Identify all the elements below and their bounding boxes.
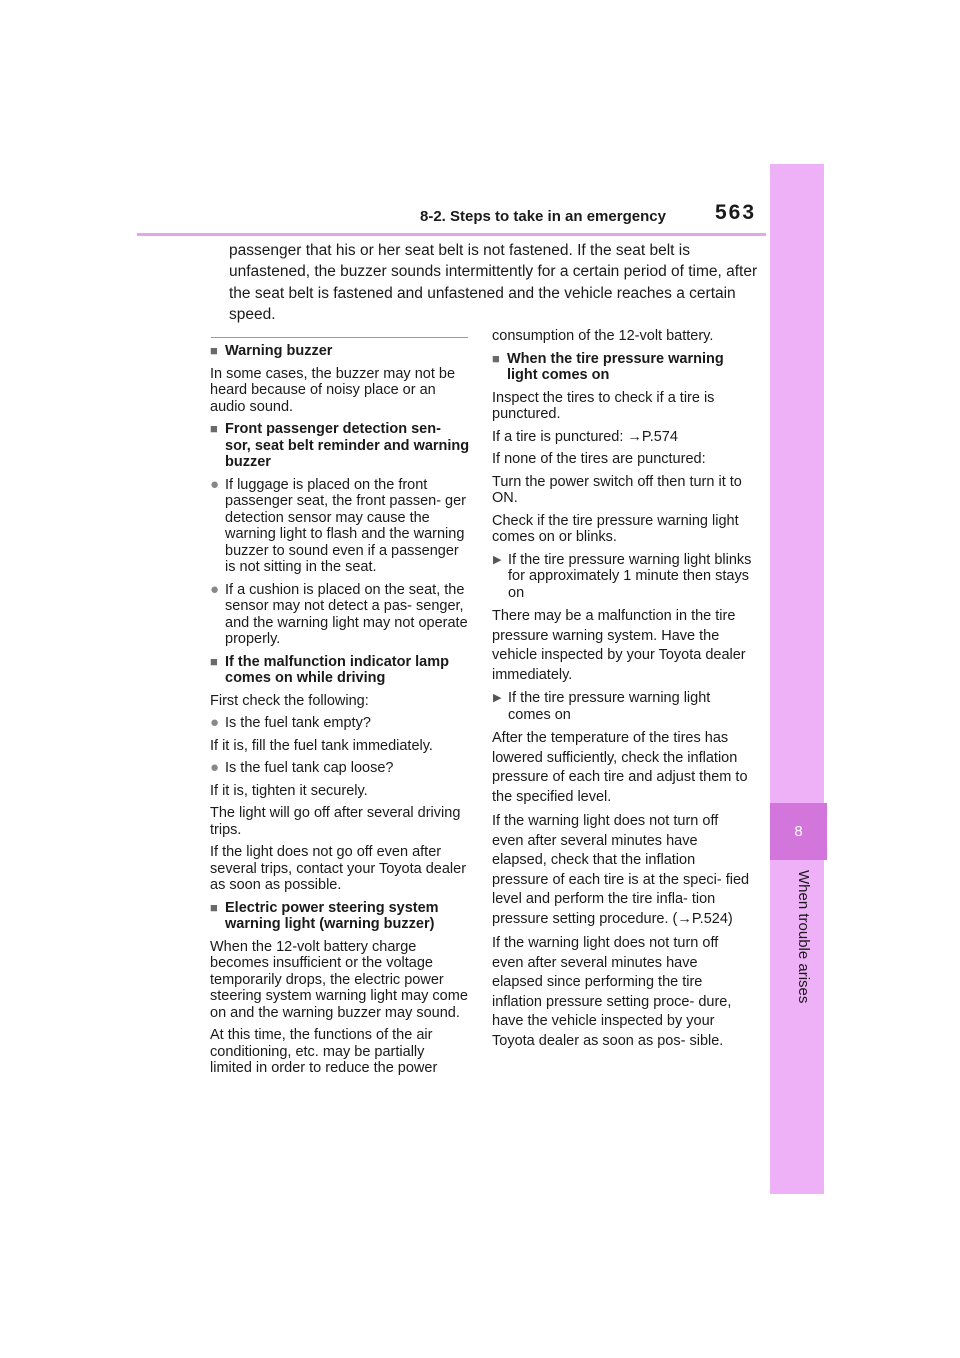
- list-item: [210, 760, 470, 777]
- section-heading: [492, 351, 752, 384]
- side-tab: [770, 164, 824, 1194]
- heading-text: Front passenger detection sen- sor, seat belt reminder and warning buzzer: [225, 421, 470, 470]
- intro-text: passenger that his or her seat belt is not fastened. If the seat belt is unfastened, the buzzer sounds intermittently for a certain period of time, after the seat belt is fastened and unfastened and the vehicle reaches a certain speed.: [229, 242, 758, 323]
- list-item: [210, 715, 470, 732]
- chapter-title: When trouble arises: [795, 870, 812, 1004]
- paragraph: At this time, the functions of the air conditioning, etc. may be partially limited in order to reduce the power: [210, 1027, 438, 1076]
- square-bullet-icon: ■: [210, 421, 218, 436]
- paragraph: Check if the tire pressure warning light comes on or blinks.: [492, 512, 739, 545]
- triangle-right-icon: ▶: [493, 553, 502, 566]
- square-bullet-icon: ■: [210, 899, 218, 915]
- chapter-number: 8: [794, 823, 803, 840]
- intro-paragraph: [229, 240, 759, 325]
- sub-item: [492, 552, 752, 602]
- sub-item: [492, 690, 752, 723]
- paragraph: There may be a malfunction in the tire pressure warning system. Have the vehicle inspected by your Toyota dealer immediately.: [492, 608, 746, 683]
- section-title: 8-2. Steps to take in an emergency: [420, 208, 666, 225]
- triangle-right-icon: ▶: [493, 692, 502, 704]
- circle-bullet-icon: ●: [210, 759, 220, 776]
- list-item: [210, 477, 470, 576]
- paragraph: If the warning light does not turn off even after several minutes have elapsed, check that the inflation pressure of each tire is at the speci- fied level and perform the tire infla- tion pressure setting procedure. (→P.524): [492, 813, 750, 927]
- sub-item-text: If the tire pressure warning light comes on: [508, 690, 711, 723]
- column-rule: [211, 337, 468, 338]
- paragraph: consumption of the 12-volt battery.: [492, 328, 714, 344]
- paragraph: The light will go off after several driving trips.: [210, 805, 461, 838]
- page-number: 563: [715, 201, 757, 224]
- paragraph: Inspect the tires to check if a tire is punctured.: [492, 389, 715, 422]
- section-heading: [210, 900, 470, 933]
- list-item-text: If a cushion is placed on the seat, the sensor may not detect a pas- senger, and the warning light may not operate properly.: [225, 581, 468, 647]
- paragraph: If it is, tighten it securely.: [210, 782, 368, 799]
- header-rule: [137, 233, 766, 236]
- chapter-number-box: [770, 803, 827, 860]
- section-heading: [210, 654, 470, 687]
- heading-text: When the tire pressure warning light comes on: [507, 350, 724, 383]
- heading-text: If the malfunction indicator lamp comes on while driving: [225, 653, 449, 686]
- paragraph: If none of the tires are punctured:: [492, 451, 706, 467]
- circle-bullet-icon: ●: [210, 475, 220, 493]
- paragraph: When the 12-volt battery charge becomes insufficient or the voltage temporarily drops, the electric power steering system warning light may come on and the warning buzzer may sound.: [210, 938, 468, 1021]
- paragraph: In some cases, the buzzer may not be heard because of noisy place or an audio sound.: [210, 365, 456, 415]
- heading-text: Electric power steering system warning light (warning buzzer): [225, 899, 439, 932]
- paragraph: If the warning light does not turn off even after several minutes have elapsed since performing the tire inflation pressure setting proce- dure, have the vehicle inspected by your Toyota dealer as soon as pos- sible.: [492, 935, 732, 1049]
- paragraph: If it is, fill the fuel tank immediately.: [210, 737, 433, 754]
- paragraph: After the temperature of the tires has lowered sufficiently, check the inflation pressure of each tire and adjust them to the specified level.: [492, 730, 748, 805]
- heading-text: Warning buzzer: [225, 343, 333, 359]
- section-heading: [210, 421, 470, 471]
- circle-bullet-icon: ●: [210, 714, 220, 731]
- square-bullet-icon: ■: [492, 350, 500, 366]
- circle-bullet-icon: ●: [210, 580, 220, 598]
- list-item-text: If luggage is placed on the front passenger seat, the front passen- ger detection sensor may cause the warning light to flash and the warning buzzer to sound even if a passenger is not sitting in the seat.: [225, 476, 467, 575]
- list-item-text: Is the fuel tank cap loose?: [225, 760, 394, 776]
- paragraph: If the light does not go off even after several trips, contact your Toyota dealer as soon as possible.: [210, 844, 467, 893]
- right-column: [492, 328, 752, 1056]
- left-column: [210, 343, 470, 1083]
- section-heading: [210, 343, 470, 360]
- list-item-text: Is the fuel tank empty?: [225, 715, 371, 731]
- list-item: [210, 582, 470, 648]
- square-bullet-icon: ■: [210, 653, 218, 669]
- paragraph: First check the following:: [210, 692, 369, 709]
- paragraph: Turn the power switch off then turn it to ON.: [492, 473, 742, 506]
- square-bullet-icon: ■: [210, 343, 218, 358]
- paragraph: If a tire is punctured: →P.574: [492, 428, 678, 445]
- sub-item-text: If the tire pressure warning light blinks for approximately 1 minute then stays on: [508, 551, 752, 601]
